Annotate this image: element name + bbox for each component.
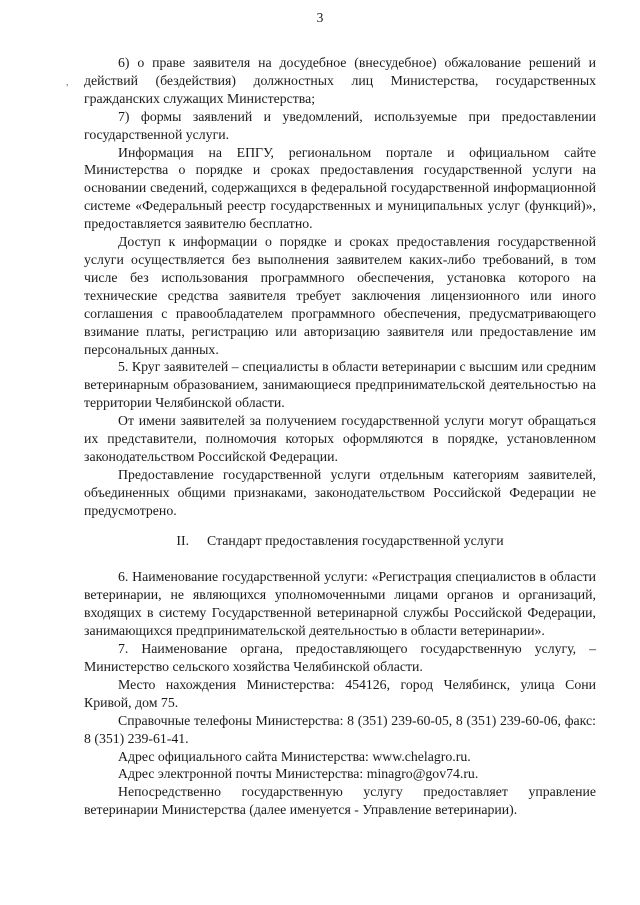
paragraph: Адрес электронной почты Министерства: minagro@gov74.ru.: [118, 766, 479, 782]
margin-mark: ,: [66, 77, 69, 88]
paragraph: Доступ к информации о порядке и сроках предоставления государственной услуги осуществляется без выполнения заявителем каких-либо требований, в том числе без использования программного обеспечения, установка которого на технические средства заявителя требует заключения лицензионного или иного соглашения с правообладателем программного обеспечения, предусматривающего взимание платы, регистрацию или авторизацию заявителя или предоставление им персональных данных.: [84, 234, 596, 357]
paragraph: Место нахождения Министерства: 454126, город Челябинск, улица Сони Кривой, дом 75.: [84, 676, 596, 710]
paragraph: Адрес официального сайта Министерства: www.chelagro.ru.: [118, 748, 471, 764]
section-title: Стандарт предоставления государственной услуги: [207, 532, 504, 548]
paragraph: Предоставление государственной услуги отдельным категориям заявителей, объединенных общими признаками, законодательством Российской Федерации не предусмотрено.: [84, 466, 596, 518]
document-body: [84, 54, 596, 819]
paragraph: 7) формы заявлений и уведомлений, используемые при предоставлении государственной услуги.: [84, 108, 596, 142]
page-number: 3: [316, 10, 324, 25]
section-number: II.: [176, 532, 190, 548]
paragraph: Информация на ЕПГУ, региональном портале и официальном сайте Министерства о порядке и сроках предоставления государственной услуги на основании сведений, содержащихся в федеральной государственной информационной системе «Федеральный реестр государственных и муниципальных услуг (функций)», предоставляется заявителю бесплатно.: [84, 144, 596, 232]
paragraph: 7. Наименование органа, предоставляющего государственную услугу, – Министерство сельского хозяйства Челябинской области.: [84, 641, 596, 674]
section-heading: [84, 532, 596, 550]
paragraph: 5. Круг заявителей – специалисты в области ветеринарии с высшим или средним ветеринарным образованием, занимающиеся предпринимательской деятельностью на территории Челябинской области.: [84, 359, 596, 411]
paragraph: 6) о праве заявителя на досудебное (внесудебное) обжалование решений и действий (бездействия) должностных лиц Министерства, государственных гражданских служащих Министерства;: [84, 55, 596, 106]
paragraph: Непосредственно государственную услугу предоставляет управление ветеринарии Министерства (далее именуется - Управление ветеринарии).: [84, 784, 596, 818]
paragraph: От имени заявителей за получением государственной услуги могут обращаться их представители, полномочия которых оформляются в порядке, установленном законодательством Российской Федерации.: [84, 413, 596, 464]
paragraph: 6. Наименование государственной услуги: «Регистрация специалистов в области ветеринарии, не являющихся уполномоченными лицами органов и организаций, входящих в систему Государственной ветеринарной службы Российской Федерации, занимающихся предпринимательской деятельностью в области ветеринарии».: [84, 569, 596, 639]
paragraph: Справочные телефоны Министерства: 8 (351) 239-60-05, 8 (351) 239-60-06, факс: 8 (351) 239-61-41.: [84, 712, 596, 746]
